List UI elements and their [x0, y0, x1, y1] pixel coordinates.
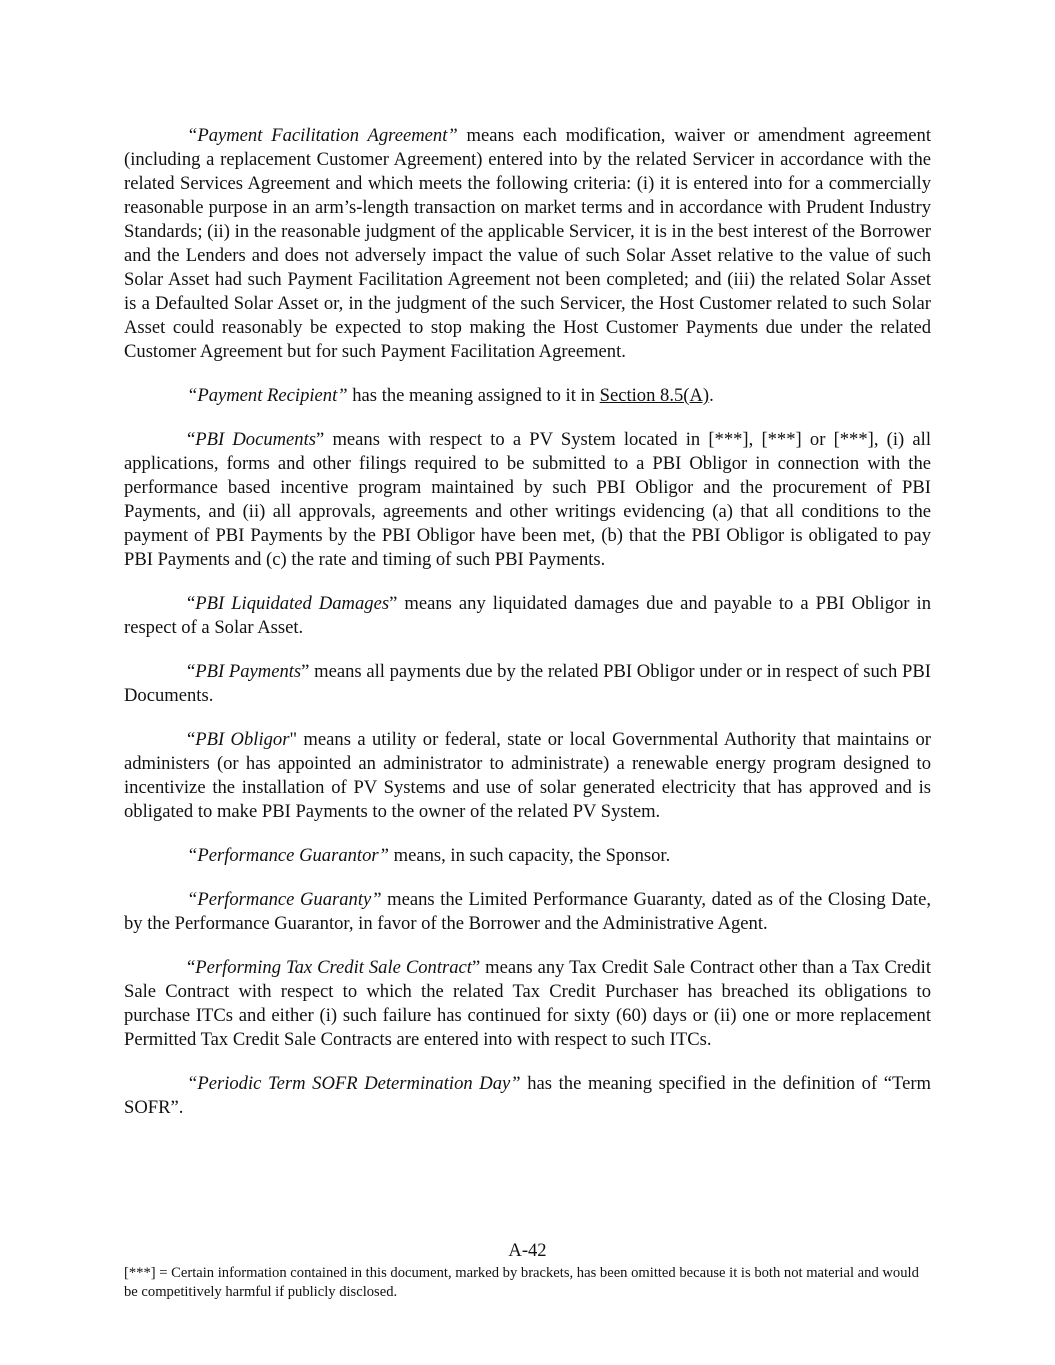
close-quote: ” [389, 593, 398, 614]
definition-paragraph [124, 660, 931, 708]
close-quote: ” [337, 385, 348, 406]
page-footer [124, 1240, 931, 1302]
close-quote: ” [316, 429, 325, 450]
defined-term: PBI Obligor [195, 729, 290, 750]
defined-term: Payment Recipient [197, 385, 338, 406]
close-quote: ” [301, 661, 310, 682]
close-quote: " [289, 729, 298, 750]
definition-paragraph [124, 428, 931, 572]
section-reference: Section 8.5(A) [599, 385, 710, 406]
open-quote: “ [187, 845, 198, 866]
definition-paragraph [124, 592, 931, 640]
document-page [124, 124, 931, 1140]
open-quote: “ [187, 429, 196, 450]
definition-paragraph [124, 888, 931, 936]
defined-term: PBI Liquidated Damages [195, 593, 390, 614]
definition-text: means the Limited Performance Guaranty, dated as of the Closing Date, by the Performance Guarantor, in favor of the Borrower and the Administrative Agent. [124, 889, 931, 934]
footnote: [***] = Certain information contained in this document, marked by brackets, has been omitted because it is both not material and would be competitively harmful if publicly disclosed. [124, 1265, 919, 1300]
definition-text: means any Tax Credit Sale Contract other than a Tax Credit Sale Contract with respect to which the related Tax Credit Purchaser has breached its obligations to purchase ITCs and either (i) such failure has continued for sixty (60) days or (ii) one or more replacement Permitted Tax Credit Sale Contracts are entered into with respect to such ITCs. [124, 957, 931, 1050]
definition-paragraph [124, 844, 931, 868]
definition-paragraph [124, 384, 931, 408]
close-quote: ” [378, 845, 389, 866]
defined-term: Performance Guarantor [197, 845, 379, 866]
defined-term: Performance Guaranty [197, 889, 372, 910]
open-quote: “ [187, 593, 196, 614]
definition-paragraph [124, 124, 931, 364]
definition-text: means each modification, waiver or amendment agreement (including a replacement Customer Agreement) entered into by the related Servicer in accordance with the related Services Agreement and which meets the following criteria: (i) it is entered into for a commercially reasonable purpose in an arm’s-length transaction on market terms and in accordance with Prudent Industry Standards; (ii) in the reasonable judgment of the applicable Servicer, it is in the best interest of the Borrower and the Lenders and does not adversely impact the value of such Solar Asset relative to the value of such Solar Asset had such Payment Facilitation Agreement not been completed; and (iii) the related Solar Asset is a Defaulted Solar Asset or, in the judgment of the such Servicer, the Host Customer related to such Solar Asset could reasonably be expected to stop making the Host Customer Payments due under the related Customer Agreement but for such Payment Facilitation Agreement. [124, 125, 932, 362]
close-quote: ” [447, 125, 458, 146]
definition-text: has the meaning specified in the definition of “Term SOFR”. [124, 1073, 931, 1118]
definition-paragraph [124, 728, 931, 824]
definition-paragraph [124, 956, 931, 1052]
open-quote: “ [187, 125, 198, 146]
close-quote: ” [371, 889, 382, 910]
definition-text: means, in such capacity, the Sponsor. [388, 845, 671, 866]
defined-term: Periodic Term SOFR Determination Day [197, 1073, 511, 1094]
definition-text: means all payments due by the related PBI Obligor under or in respect of such PBI Documents. [124, 661, 931, 706]
definition-text: has the meaning assigned to it in [347, 385, 600, 406]
close-quote: ” [471, 957, 481, 978]
open-quote: “ [187, 385, 198, 406]
definition-text-end: . [709, 385, 714, 406]
open-quote: “ [187, 889, 198, 910]
defined-term: Payment Facilitation Agreement [197, 125, 448, 146]
open-quote: “ [187, 1073, 198, 1094]
definition-paragraph [124, 1072, 931, 1120]
defined-term: PBI Documents [195, 429, 317, 450]
defined-term: PBI Payments [195, 661, 302, 682]
open-quote: “ [187, 729, 196, 750]
definition-text: means with respect to a PV System located in [***], [***] or [***], (i) all applications, forms and other filings required to be submitted to a PBI Obligor in connection with the performance based incentive program maintained by such PBI Obligor and the procurement of PBI Payments, and (ii) all approvals, agreements and other writings evidencing (a) that all conditions to the payment of PBI Payments by the PBI Obligor have been met, (b) that the PBI Obligor is obligated to pay PBI Payments and (c) the rate and timing of such PBI Payments. [124, 429, 931, 570]
open-quote: “ [187, 661, 196, 682]
definition-text: means a utility or federal, state or local Governmental Authority that maintains or administers (or has appointed an administrator to administrate) a renewable energy program designed to incentivize the installation of PV Systems and use of solar generated electricity that has approved and is obligated to make PBI Payments to the owner of the related PV System. [124, 729, 931, 822]
close-quote: ” [510, 1073, 521, 1094]
page-number: A-42 [508, 1240, 547, 1261]
definition-text: means any liquidated damages due and payable to a PBI Obligor in respect of a Solar Asset. [124, 593, 931, 638]
defined-term: Performing Tax Credit Sale Contract [195, 957, 472, 978]
open-quote: “ [187, 957, 196, 978]
